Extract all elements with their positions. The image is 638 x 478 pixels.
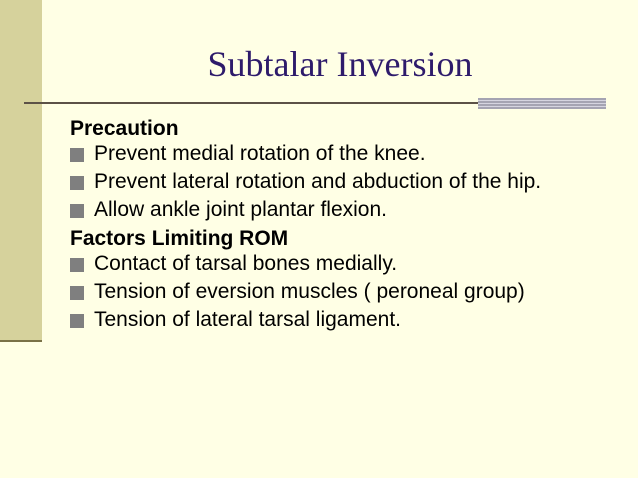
bullet-item [70,142,610,166]
bullet-text: Prevent lateral rotation and abduction of the hip. [94,170,542,193]
square-bullet-icon [70,258,84,272]
bullet-item [70,252,610,276]
bullet-text: Contact of tarsal bones medially. [94,252,398,275]
bullet-text: Tension of lateral tarsal ligament. [94,308,401,331]
bullet-item [70,280,610,304]
square-bullet-icon [70,204,84,218]
bullet-item [70,198,610,222]
left-decorative-band [0,0,42,340]
title-accent-bar [478,98,606,109]
slide-title: Subtalar Inversion [207,44,473,84]
bullet-text: Prevent medial rotation of the knee. [94,142,426,165]
square-bullet-icon [70,286,84,300]
section-heading-precaution: Precaution [70,117,179,140]
square-bullet-icon [70,148,84,162]
left-band-rule [0,340,42,342]
bullet-item [70,170,610,194]
slide-body [70,116,610,332]
bullet-item [70,308,610,332]
square-bullet-icon [70,314,84,328]
bullet-text: Tension of eversion muscles ( peroneal group) [94,280,525,303]
bullet-text: Allow ankle joint plantar flexion. [94,198,387,221]
square-bullet-icon [70,176,84,190]
section-heading-factors-limiting-rom: Factors Limiting ROM [70,227,289,250]
